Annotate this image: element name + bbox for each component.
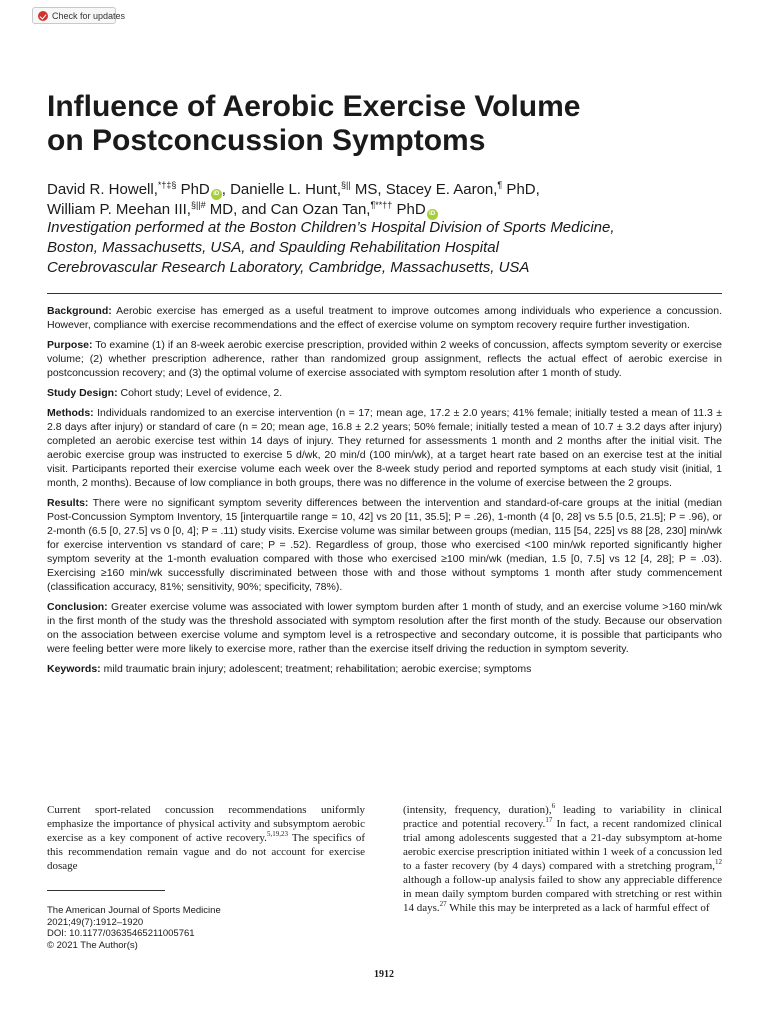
journal-name: The American Journal of Sports Medicine: [47, 905, 221, 916]
abstract-text: Greater exercise volume was associated with lower symptom burden after 1 month of study, and an exercise volume >160 min/wk in the first month of the study was the threshold associated with symptom resolution after the first month of the study. Because our observation on the association between exercise volume and symptom level is a retrospective and secondary outcome, it is possible that participants who were feeling better were more likely to exercise more, rather than the exercise itself driving the reduction in symptom severity.: [47, 601, 722, 655]
author-howell-affil: *†‡§: [157, 180, 177, 190]
author-hunt: , Danielle L. Hunt,: [221, 181, 341, 198]
citation-ref[interactable]: 5,19,23: [266, 830, 288, 838]
author-list: [47, 180, 737, 220]
author-tan-affil: ¶**††: [370, 200, 393, 210]
affiliation-line-1: Investigation performed at the Boston Children’s Hospital Division of Sports Medicine,: [47, 219, 615, 236]
page-number: 1912: [374, 969, 394, 980]
journal-info: [47, 905, 221, 951]
author-tan-degree: PhD: [392, 201, 426, 218]
author-aaron-degree: PhD,: [502, 181, 540, 198]
author-hunt-affil: §||: [341, 180, 351, 190]
title-line-2: on Postconcussion Symptoms: [47, 124, 486, 157]
body-text: although a follow-up analysis failed to show any appreciable difference in mean daily symptom burden compared with stretching or rest within 14 days.: [403, 874, 722, 914]
citation-ref[interactable]: 17: [545, 816, 553, 824]
abstract-purpose: [47, 338, 722, 380]
abstract-background: [47, 304, 722, 332]
citation-ref[interactable]: 12: [715, 858, 722, 866]
affiliation-line-2: Boston, Massachusetts, USA, and Spaulding Rehabilitation Hospital: [47, 239, 499, 256]
abstract-text: To examine (1) if an 8-week aerobic exercise prescription, provided within 2 weeks of concussion, affects symptom severity or exercise volume; (2) whether prescription adherence, rather than randomized group assignment, reflects the actual effect of aerobic exercise in postconcussion recovery; and (3) the optimal volume of exercise associated with symptom resolution after 1 month of study.: [47, 339, 722, 379]
journal-citation: 2021;49(7):1912–1920: [47, 916, 144, 928]
author-tan: MD, and Can Ozan Tan,: [205, 201, 371, 218]
journal-copyright: © 2021 The Author(s): [47, 939, 138, 951]
abstract-text: mild traumatic brain injury; adolescent; treatment; rehabilitation; aerobic exercise; symptoms: [100, 663, 532, 675]
body-text: While this may be interpreted as a lack of harmful effect of: [446, 902, 710, 914]
body-text: (intensity, frequency, duration),: [403, 804, 552, 816]
abstract-methods: [47, 406, 722, 490]
abstract-label: Study Design:: [47, 387, 118, 399]
title-line-1: Influence of Aerobic Exercise Volume: [47, 90, 581, 123]
abstract-study-design: [47, 386, 722, 400]
orcid-icon[interactable]: iD: [427, 209, 438, 220]
abstract-label: Conclusion:: [47, 601, 108, 613]
abstract-conclusion: [47, 600, 722, 656]
citation-ref[interactable]: 27: [439, 900, 447, 908]
body-text: The specifics of this recommendation remain vague and do not account for exercise dosage: [47, 832, 365, 872]
abstract-label: Results:: [47, 497, 89, 509]
author-meehan-affil: §||#: [190, 200, 206, 210]
author-aaron-affil: ¶: [497, 180, 503, 190]
check-for-updates-button[interactable]: [32, 7, 126, 24]
footnote-divider: [47, 890, 165, 891]
affiliation-line-3: Cerebrovascular Research Laboratory, Cambridge, Massachusetts, USA: [47, 259, 530, 276]
abstract-label: Background:: [47, 305, 112, 317]
abstract-text: There were no significant symptom severity differences between the intervention and standard-of-care groups at the initial (median Post-Concussion Symptom Inventory, 15 [interquartile range = 10, 42] vs 20 [11, 35.5]; P = .26), 1-month (4 [0, 28] vs 5.5 [0.5, 21.5]; P = .96), or 2-month (6.5 [0, 27.5] vs 0 [0, 4]; P = .11) study visits. Exercise volume was similar between groups (median, 115 [54, 225] vs 88 [28, 230] min/wk for exercise intervention vs standard of care; P = .52). Regardless of group, those who exercised <100 min/wk reported significantly higher symptom severity at the 1-month evaluation compared with those who exercised ≥100 min/wk (median, 1.5 [0, 7.5] vs 12 [4, 28]; P = .03). Exercising ≥160 min/wk successfully discriminated between those with and those without symptoms 1 month after study commencement (classification accuracy, 81%; sensitivity, 90%; specificity, 78%).: [47, 497, 722, 593]
abstract-text: Individuals randomized to an exercise intervention (n = 17; mean age, 17.2 ± 2.0 years; 41% female; initially tested a mean of 11.3 ± 2.8 days after injury) or standard of care (n = 20; mean age, 16.8 ± 2.2 years; 50% female; initially tested a mean of 10.7 ± 3.2 days after injury) completed an aerobic exercise test within 14 days of injury. They returned for assessments 1 month and 2 months after the initial visit. The aerobic exercise group was instructed to exercise 5 d/wk, 20 min/d (100 min/wk), at a target heart rate based on an exercise test at the initial visit. Participants reported their exercise volume each week over the 8-week study period and reported symptoms at each study visit (initial, 1 month, 2 months). Because of low compliance in both groups, there was no difference in the volume of exercise between the 2 groups.: [47, 407, 722, 489]
abstract-text: Cohort study; Level of evidence, 2.: [117, 387, 283, 399]
author-howell: David R. Howell,: [47, 181, 158, 198]
abstract-text: Aerobic exercise has emerged as a useful treatment to improve outcomes among individuals who experience a concussion. However, compliance with exercise recommendations and the effect of exercise volume on symptom recovery require further investigation.: [47, 305, 722, 331]
check-updates-icon: [38, 11, 48, 21]
author-line-1: [47, 180, 737, 200]
check-updates-label: Check for updates: [52, 10, 126, 21]
abstract-keywords: [47, 662, 722, 676]
body-column-left: [47, 803, 365, 873]
affiliation: [47, 218, 737, 278]
author-aaron: MS, Stacey E. Aaron,: [350, 181, 498, 198]
author-line-2: [47, 200, 737, 220]
abstract-label: Methods:: [47, 407, 94, 419]
journal-doi[interactable]: DOI: 10.1177/03635465211005761: [47, 928, 195, 939]
abstract-results: [47, 496, 722, 594]
body-text: leading to variability in clinical practice and potential recovery.: [403, 804, 723, 830]
body-text: In fact, a recent randomized clinical trial among adolescents suggested that a 21-day subsymptom at-home aerobic exercise prescription initiated within 1 week of a concussion led to a faster recovery (by 4 days) compared with a stretching program,: [403, 818, 722, 872]
abstract: [47, 304, 722, 682]
body-column-right: [403, 803, 722, 915]
abstract-divider: [47, 293, 722, 294]
body-text: Current sport-related concussion recommendations uniformly emphasize the importance of physical activity and subsymptom aerobic exercise as a key component of active recovery.: [47, 804, 365, 844]
citation-ref[interactable]: 6: [551, 802, 556, 810]
author-howell-degree: PhD: [176, 181, 210, 198]
abstract-label: Purpose:: [47, 339, 93, 351]
orcid-icon[interactable]: iD: [211, 189, 222, 200]
author-meehan: William P. Meehan III,: [47, 201, 191, 218]
article-title: [47, 90, 687, 158]
abstract-label: Keywords:: [47, 663, 101, 675]
